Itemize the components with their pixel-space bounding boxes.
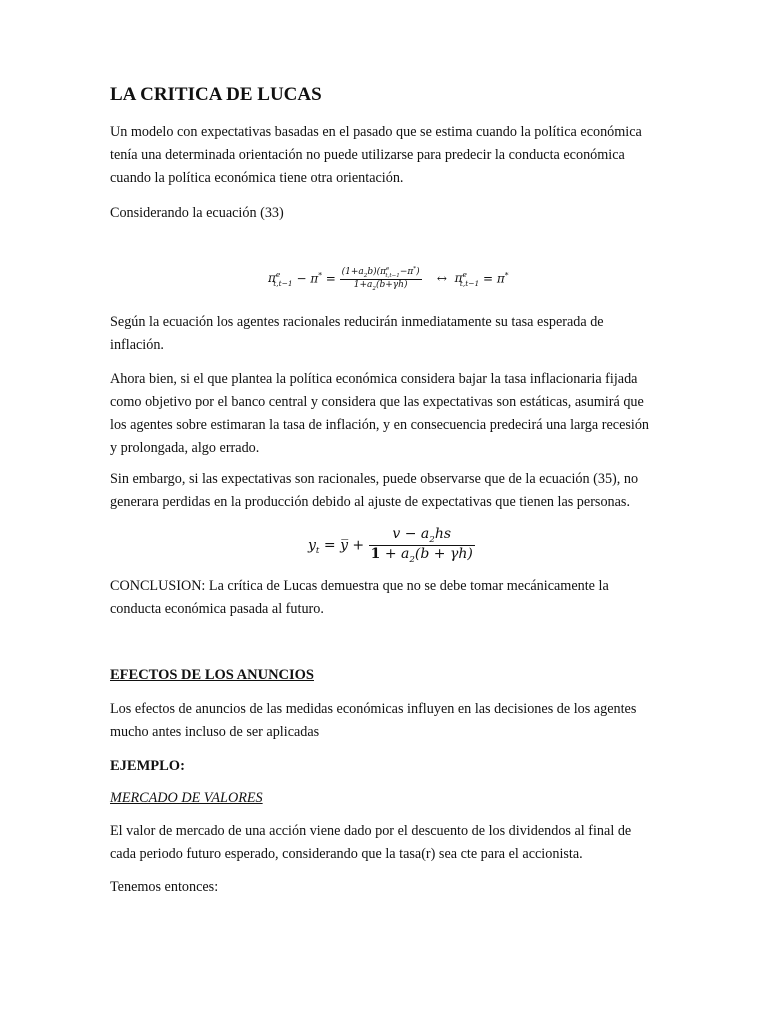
equation-expectations: $\pi^e_{t,t-1} - \pi^*$ = $\frac{(1+a_2b)(\pi^e_{t,t-1}-\pi^*)}{1+a_2(b+\gamma h)}$ ↔ $\pi^e_{t,t-1} = \pi^*$ — [268, 266, 509, 292]
equation-output: $y_t$ = y̅ + $\frac{v - a_2hs}{1 + a_2(b + \gamma h)}$ — [308, 526, 473, 565]
paragraph-we-have: Tenemos entonces: — [110, 879, 219, 895]
example-heading: EJEMPLO: — [110, 758, 185, 774]
paragraph-conclusion: CONCLUSION: La crítica de Lucas demuestra que no se debe tomar mecánicamente la conducta económica pasada al futuro. — [110, 578, 609, 617]
paragraph-rational-expectations: Sin embargo, si las expectativas son racionales, puede observarse que de la ecuación (35), no generara perdidas en la producción debido al ajuste de expectativas que tienen las personas. — [110, 471, 639, 510]
subheading-stock-market: MERCADO DE VALORES — [110, 790, 263, 806]
paragraph-announcements: Los efectos de anuncios de las medidas económicas influyen en las decisiones de los agentes mucho antes incluso de ser aplicadas — [110, 701, 637, 740]
page-title: LA CRITICA DE LUCAS — [110, 84, 322, 105]
paragraph-rational-agents: Según la ecuación los agentes racionales reducirán inmediatamente su tasa esperada de inflación. — [110, 314, 604, 353]
paragraph-static-expectations: Ahora bien, si el que plantea la política económica considera bajar la tasa inflacionaria fijada como objetivo por el banco central y considera que las expectativas son estáticas, asumirá que los agentes sobre estimaran la tasa de inflación, y en consecuencia predecirá una larga recesión y prolongada, algo errado. — [110, 371, 650, 456]
paragraph-stock-value: El valor de mercado de una acción viene dado por el descuento de los dividendos al final de cada periodo futuro esperado, considerando que la tasa(r) sea cte para el accionista. — [110, 823, 632, 862]
section-heading-announcements: EFECTOS DE LOS ANUNCIOS — [110, 667, 314, 683]
paragraph-considering-equation: Considerando la ecuación (33) — [110, 205, 284, 221]
paragraph-model-expectations: Un modelo con expectativas basadas en el pasado que se estima cuando la política económica tenía una determinada orientación no puede utilizarse para predecir la conducta económica cuando la política económica tiene otra orientación. — [110, 124, 642, 186]
